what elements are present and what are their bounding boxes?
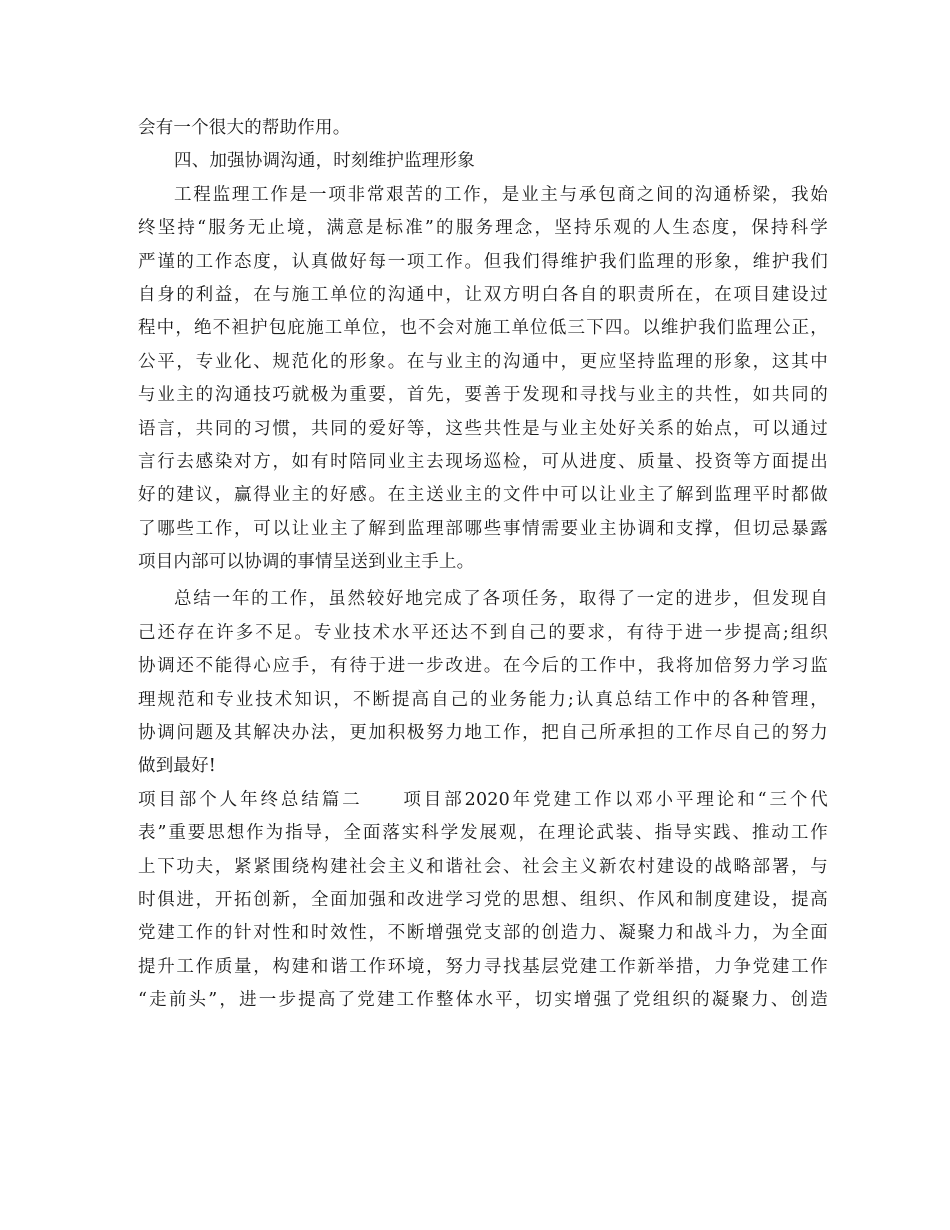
- text-line-4: 终坚持“服务无止境，满意是标准”的服务理念，坚持乐观的人生态度，保持科学: [138, 218, 828, 239]
- text-line-24: 时俱进，开拓创新，全面加强和改进学习党的思想、组织、作风和制度建设，提高: [138, 889, 828, 910]
- text-line-15: 总结一年的工作，虽然较好地完成了各项任务，取得了一定的进步，但发现自: [174, 589, 828, 610]
- text-line-12: 好的建议，赢得业主的好感。在主送业主的文件中可以让业主了解到监理平时都做: [138, 485, 828, 506]
- text-line-25: 党建工作的针对性和时效性，不断增强党支部的创造力、凝聚力和战斗力，为全面: [138, 923, 828, 944]
- text-line-1: 会有一个很大的帮助作用。: [138, 118, 351, 138]
- text-line-5: 严谨的工作态度，认真做好每一项工作。但我们得维护我们监理的形象，维护我们: [138, 251, 828, 272]
- text-line-27: “走前头”，进一步提高了党建工作整体水平，切实增强了党组织的凝聚力、创造: [138, 990, 828, 1011]
- text-line-17: 协调还不能得心应手，有待于进一步改进。在今后的工作中，我将加倍努力学习监: [138, 656, 828, 677]
- text-line-19: 协调问题及其解决办法，更加积极努力地工作，把自己所承担的工作尽自己的努力: [138, 723, 828, 744]
- text-line-9: 与业主的沟通技巧就极为重要，首先，要善于发现和寻找与业主的共性，如共同的: [138, 385, 828, 406]
- section-heading: 四、加强协调沟通，时刻维护监理形象: [174, 151, 475, 172]
- text-line-18: 理规范和专业技术知识，不断提高自己的业务能力;认真总结工作中的各种管理，: [138, 689, 828, 710]
- document-page: [138, 112, 828, 1018]
- text-line-11: 言行去感染对方，如有时陪同业主去现场巡检，可从进度、质量、投资等方面提出: [138, 451, 828, 472]
- text-line-14: 项目内部可以协调的事情呈送到业主手上。: [138, 552, 475, 573]
- text-line-6: 自身的利益，在与施工单位的沟通中，让双方明白各自的职责所在，在项目建设过: [138, 284, 828, 305]
- text-line-16: 己还存在许多不足。专业技术水平还达不到自己的要求，有待于进一步提高;组织: [138, 622, 828, 643]
- text-line-26: 提升工作质量，构建和谐工作环境，努力寻找基层党建工作新举措，力争党建工作: [138, 956, 828, 977]
- text-line-20: 做到最好!: [138, 756, 217, 777]
- text-line-22: 表”重要思想作为指导，全面落实科学发展观，在理论武装、指导实践、推动工作: [138, 823, 828, 844]
- text-line-10: 语言，共同的习惯，共同的爱好等，这些共性是与业主处好关系的始点，可以通过: [138, 418, 828, 439]
- text-line-13: 了哪些工作，可以让业主了解到监理部哪些事情需要业主协调和支撑，但切忌暴露: [138, 518, 828, 539]
- text-line-21: 项目部个人年终总结篇二 项目部2020年党建工作以邓小平理论和“三个代: [138, 789, 828, 810]
- text-line-7: 程中，绝不袒护包庇施工单位，也不会对施工单位低三下四。以维护我们监理公正，: [138, 318, 828, 339]
- text-line-8: 公平，专业化、规范化的形象。在与业主的沟通中，更应坚持监理的形象，这其中: [138, 351, 828, 372]
- text-line-3: 工程监理工作是一项非常艰苦的工作，是业主与承包商之间的沟通桥梁，我始: [174, 184, 828, 205]
- text-line-23: 上下功夫，紧紧围绕构建社会主义和谐社会、社会主义新农村建设的战略部署，与: [138, 856, 828, 877]
